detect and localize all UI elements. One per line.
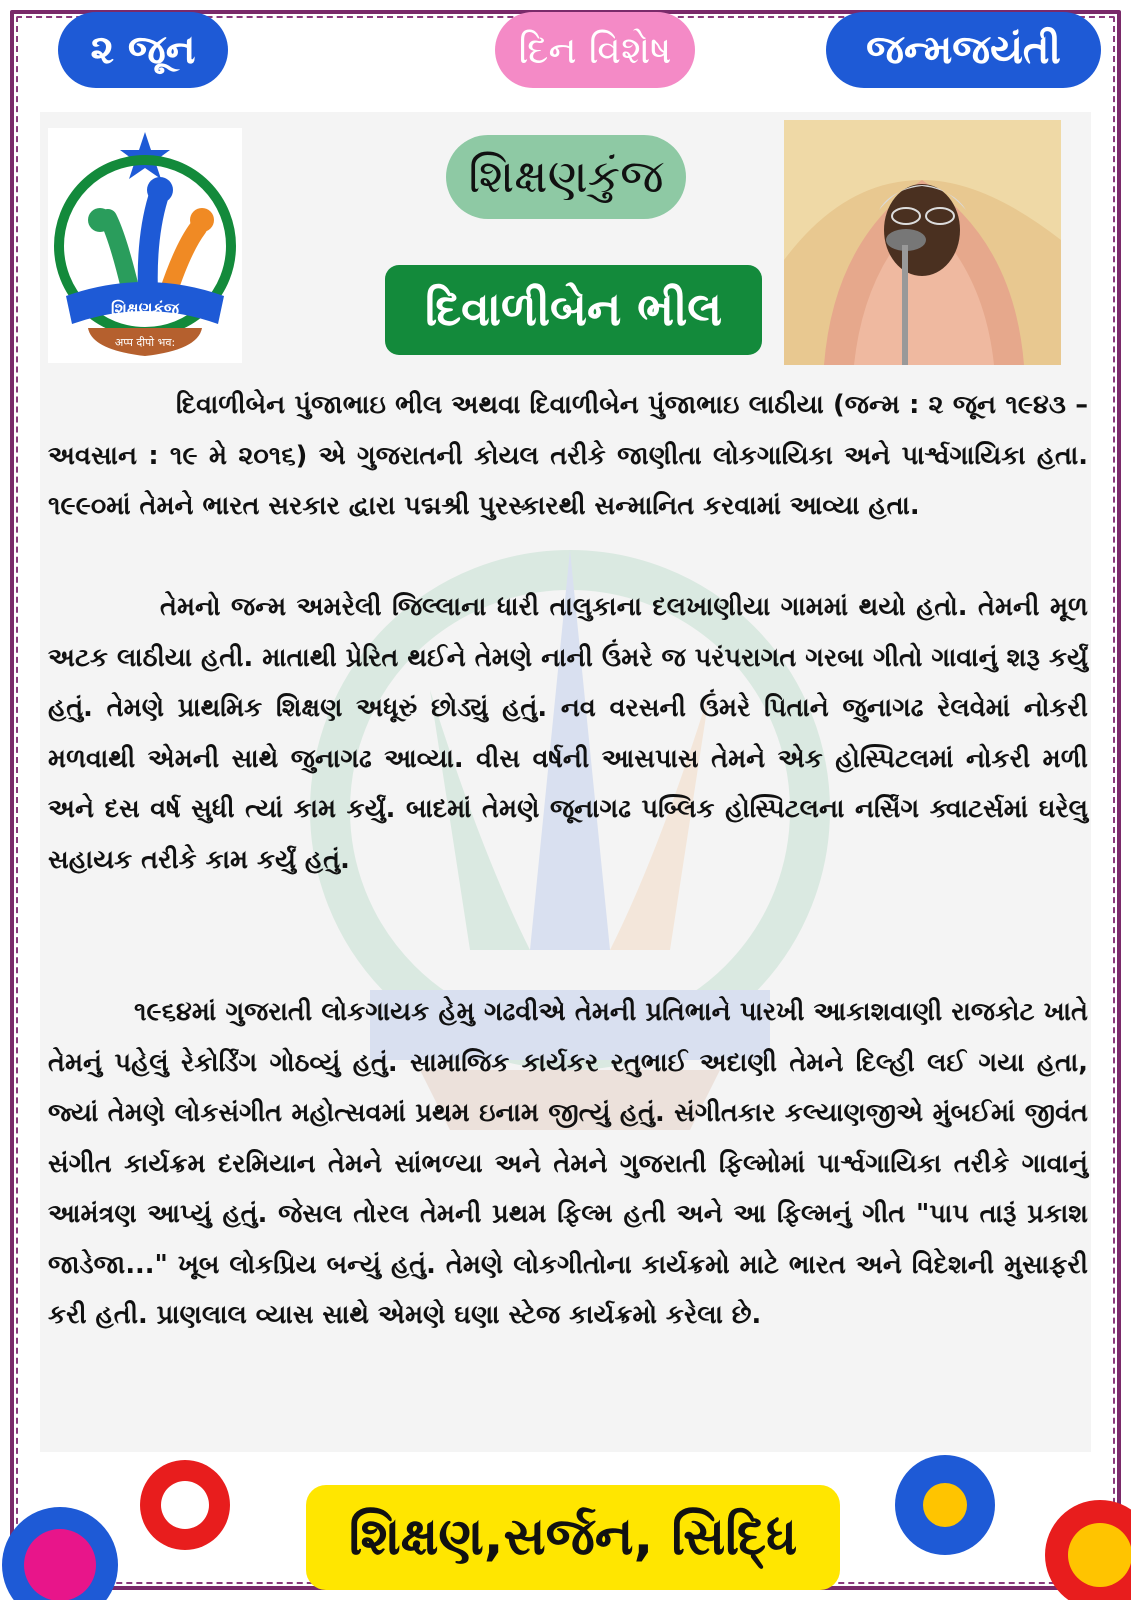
paragraph-2-text: તેમનો જન્મ અમરેલી જિલ્લાના ધારી તાલુકાના દલખાણીયા ગામમાં થયો હતો. તેમની મૂળ અટક લાઠીયા હતી. માતાથી પ્રેરિત થઈને તેમણે નાની ઉંમરે જ પરંપરાગત ગરબા ગીતો ગાવાનું શરૂ કર્યું હતું. તેમણે પ્રાથમિક શિક્ષણ અધૂરું છોડ્યું હતું. નવ વરસની ઉંમરે પિતાને જુનાગઢ રેલવેમાં નોકરી મળવાથી એમની સાથે જુનાગઢ આવ્યા. વીસ વર્ષની આસપાસ તેમને એક હોસ્પિટલમાં નોકરી મળી અને દસ વર્ષ સુધી ત્યાં કામ કર્યું. બાદમાં તેમણે જૂનાગઢ પબ્લિક હોસ્પિટલના નર્સિંગ ક્વાટર્સમાં ઘરેલુ સહાયક તરીકે કામ કર્યું હતું.: [48, 592, 1088, 875]
brand-title: શિક્ષણકુંજ: [446, 135, 686, 219]
paragraph-3-text: ૧૯૬૪માં ગુજરાતી લોકગાયક હેમુ ગઢવીએ તેમની પ્રતિભાને પારખી આકાશવાણી રાજકોટ ખાતે તેમનું પહેલું રેકોર્ડિંગ ગોઠવ્યું હતું. સામાજિક કાર્યકર રતુભાઈ અદાણી તેમને દિલ્હી લઈ ગયા હતા, જ્યાં તેમણે લોકસંગીત મહોત્સવમાં પ્રથમ ઇનામ જીત્યું હતું. સંગીતકાર કલ્યાણજીએ મુંબઈમાં જીવંત સંગીત કાર્યક્રમ દરમિયાન તેમને સાંભળ્યા અને તેમને ગુજરાતી ફિલ્મોમાં પાર્શ્વગાયિકા તરીકે ગાવાનું આમંત્રણ આપ્યું હતું. જેસલ તોરલ તેમની પ્રથમ ફિલ્મ હતી અને આ ફિલ્મનું ગીત "પાપ તારૂં પ્રકાશ જાડેજા..." ખૂબ લોકપ્રિય બન્યું હતું. તેમણે લોકગીતોના કાર્યક્રમો માટે ભારત અને વિદેશની મુસાફરી કરી હતી. પ્રાણલાલ વ્યાસ સાથે એમણે ઘણા સ્ટેજ કાર્યક્રમો કરેલા છે.: [48, 997, 1088, 1330]
footer-slogan: શિક્ષણ,સર્જન, સિદ્ધિ: [306, 1485, 840, 1590]
biography-paragraph-2: [48, 582, 1088, 885]
date-badge: ૨ જૂન: [58, 12, 228, 88]
paragraph-1-text: દિવાળીબેન પુંજાભાઇ ભીલ અથવા દિવાળીબેન પુંજાભાઇ લાઠીયા (જન્મ : ૨ જૂન ૧૯૪૩ –અવસાન : ૧૯ મે ૨૦૧૬) એ ગુજરાતની કોયલ તરીકે જાણીતા લોકગાયિકા અને પાર્શ્વગાયિકા હતા. ૧૯૯૦માં તેમને ભારત સરકાર દ્વારા પદ્મશ્રી પુરસ્કારથી સન્માનિત કરવામાં આવ્યા હતા.: [48, 390, 1088, 521]
day-special-badge: દિન વિશેષ: [495, 12, 695, 88]
occasion-badge: જન્મજયંતી: [826, 12, 1101, 88]
person-name: દિવાળીબેન ભીલ: [385, 265, 762, 355]
svg-text:अप्प दीपो भव:: अप्प दीपो भव:: [114, 336, 176, 349]
portrait-photo: [784, 120, 1061, 365]
biography-paragraph-3: [48, 987, 1088, 1341]
biography-paragraph-1: [48, 380, 1088, 532]
svg-text:શિક્ષણકુંજ: શિક્ષણકુંજ: [111, 299, 179, 318]
shikshankunj-logo: [48, 128, 242, 363]
